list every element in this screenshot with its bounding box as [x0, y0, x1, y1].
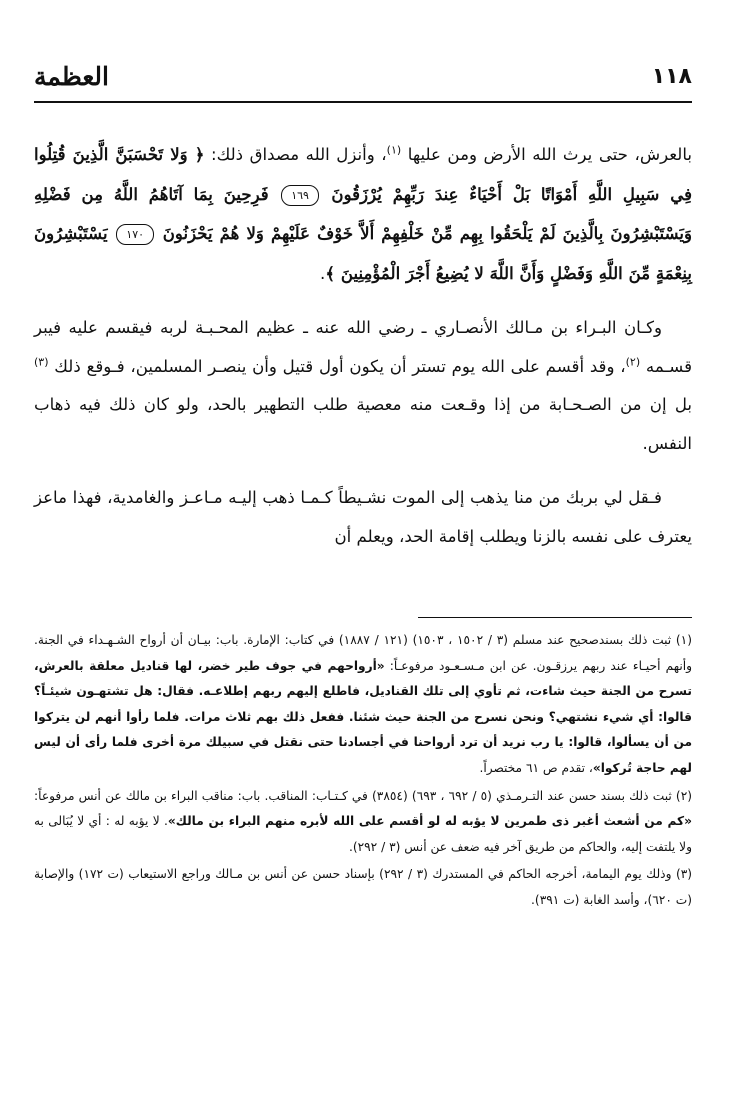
footnote-2-number: (٢) — [675, 788, 692, 803]
footnote-2-hadith: «كم من أشعث أغبر ذى طمرين لا يؤبه له لو أقسم على الله لأبره منهم البراء بن مالك» — [167, 814, 692, 829]
footnote-1-text-a: ثبت ذلك بسندصحيح عند مسلم (٣ / ١٥٠٢ ، ١٥٠٣) (١٢١ / ١٨٨٧) في كتاب: الإمارة. باب: بيـان أن أرواح الشـهـداء في الجنة. وأنهم أحيـاء عند ربهم يرزقـون. عن ابن مـسـعـود مرفوعـاً: — [34, 633, 692, 673]
footnote-ref-1: (١) — [386, 143, 402, 157]
paragraph-1-text-b: ، وأنزل الله مصداق ذلك: — [204, 145, 387, 164]
paragraph-1 — [34, 135, 692, 293]
paragraph-2-text-c: بل إن من الصـحـابة من إذا وقـعت منه معصية طلب التطهير بالحد، ولو كان ذلك فيه ذهاب النفس. — [34, 395, 692, 453]
footnote-divider — [418, 617, 692, 618]
header-divider — [34, 101, 692, 103]
footnotes — [34, 628, 692, 914]
footnote-2 — [34, 784, 692, 861]
main-text — [34, 135, 692, 556]
paragraph-1-text-a: بالعرش، حتى يرث الله الأرض ومن عليها — [407, 145, 692, 164]
page-number: ١١٨ — [651, 64, 692, 89]
quran-verse-171: يَسْتَبْشِرُونَ بِنِعْمَةٍ مِّنَ اللَّهِ وَفَضْلٍ وَأَنَّ اللَّهَ لا يُضِيعُ أَجْرَ الْمُؤْمِنِينَ ﴾ — [34, 223, 692, 283]
quran-verse-170: فَرِحِينَ بِمَا آتَاهُمُ اللَّهُ مِن فَضْلِهِ وَيَسْتَبْشِرُونَ بِالَّذِينَ لَمْ يَلْحَقُوا بِهِم مِّنْ خَلْفِهِمْ أَلاَّ خَوْفٌ عَلَيْهِمْ وَلا هُمْ يَحْزَنُونَ — [34, 183, 692, 243]
page-header — [34, 62, 692, 102]
ayah-marker-169: ١٦٩ — [281, 185, 319, 206]
paragraph-2-text-b: ، وقد أقسم على الله يوم تستر أن يكون أول قتيل وأن ينصـر المسلمين، فـوقع ذلك — [54, 356, 626, 376]
footnote-1 — [34, 628, 692, 782]
footnote-ref-3: (٣) — [34, 354, 49, 368]
paragraph-3-text: فـقل لي بربك من منا يذهب إلى الموت نشـيطاً كـمـا ذهب إليـه مـاعـز والغامدية، فهذا ماعز يعترف على نفسه بالزنا ويطلب إقامة الحد، ويعلم أن — [34, 488, 692, 546]
paragraph-3 — [34, 479, 692, 556]
footnote-1-number: (١) — [675, 633, 692, 647]
footnote-1-hadith: «أرواحهم في جوف طير خضر، لها قناديل معلقة بالعرش، تسرح من الجنة حيث شاءت، ثم تأوي إلى تلك القناديل، فاطلع إليهم ربهم إطلاعـه. فقال: هل تشتهـون شيئـاً؟ قالوا: أي شيء نشتهي؟ ونحن نسرح من الجنة حيث شئنا. ففعل ذلك بهم ثلاث مرات. فلما رأوا أنهم لن يتركوا من أن يسألوا، قالوا: يا رب نريد أن ترد أرواحنا في أجسادنا حتى نقتل في سبيلك مرة أخرى فلما رأى أن ليس لهم حاجة تُركوا» — [34, 658, 692, 775]
footnote-1-text-b: ، تقدم ص ٦١ مختصراً. — [479, 760, 593, 775]
footnote-ref-2: (٢) — [625, 354, 641, 368]
paragraph-2 — [34, 309, 692, 463]
footnote-2-text-b: . لا يؤبه له : أي لا يُبَالى به ولا يلتفت إليه، والحاكم من طريق آخر فيه ضعف عن أنس (٣ / ٢٩٢). — [34, 814, 692, 854]
footnote-3-text: وذلك يوم اليمامة، أخرجه الحاكم في المستدرك (٣ / ٢٩٢) بإسناد حسن عن أنس بن مـالك وراجع الاستيعاب (ت ١٧٢) والإصابة (ت ٦٢٠)، وأسد الغابة (ت ٣٩١). — [34, 867, 692, 907]
paragraph-2-text-a: وكـان البـراء بن مـالك الأنصـاري ـ رضي الله عنه ـ عظيم المحـبـة لربه فيقسم عليه فيبر قسـمه — [34, 318, 693, 376]
ayah-marker-170: ١٧٠ — [116, 224, 154, 245]
footnote-3 — [34, 862, 692, 913]
footnote-2-text-a: ثبت ذلك بسند حسن عند التـرمـذي (٥ / ٦٩٢ ، ٦٩٣) (٣٨٥٤) في كـتـاب: المناقب. باب: مناقب البراء بن مالك عن أنس مرفوعاً: — [34, 788, 676, 803]
footnote-3-number: (٣) — [675, 867, 693, 882]
paragraph-1-end: . — [320, 263, 326, 283]
running-title: العظمة — [34, 62, 109, 91]
quran-verse-169: ﴿ وَلا تَحْسَبَنَّ الَّذِينَ قُتِلُوا فِي سَبِيلِ اللَّهِ أَمْوَاتًا بَلْ أَحْيَاءٌ عِندَ رَبِّهِمْ يُرْزَقُونَ — [34, 144, 692, 204]
